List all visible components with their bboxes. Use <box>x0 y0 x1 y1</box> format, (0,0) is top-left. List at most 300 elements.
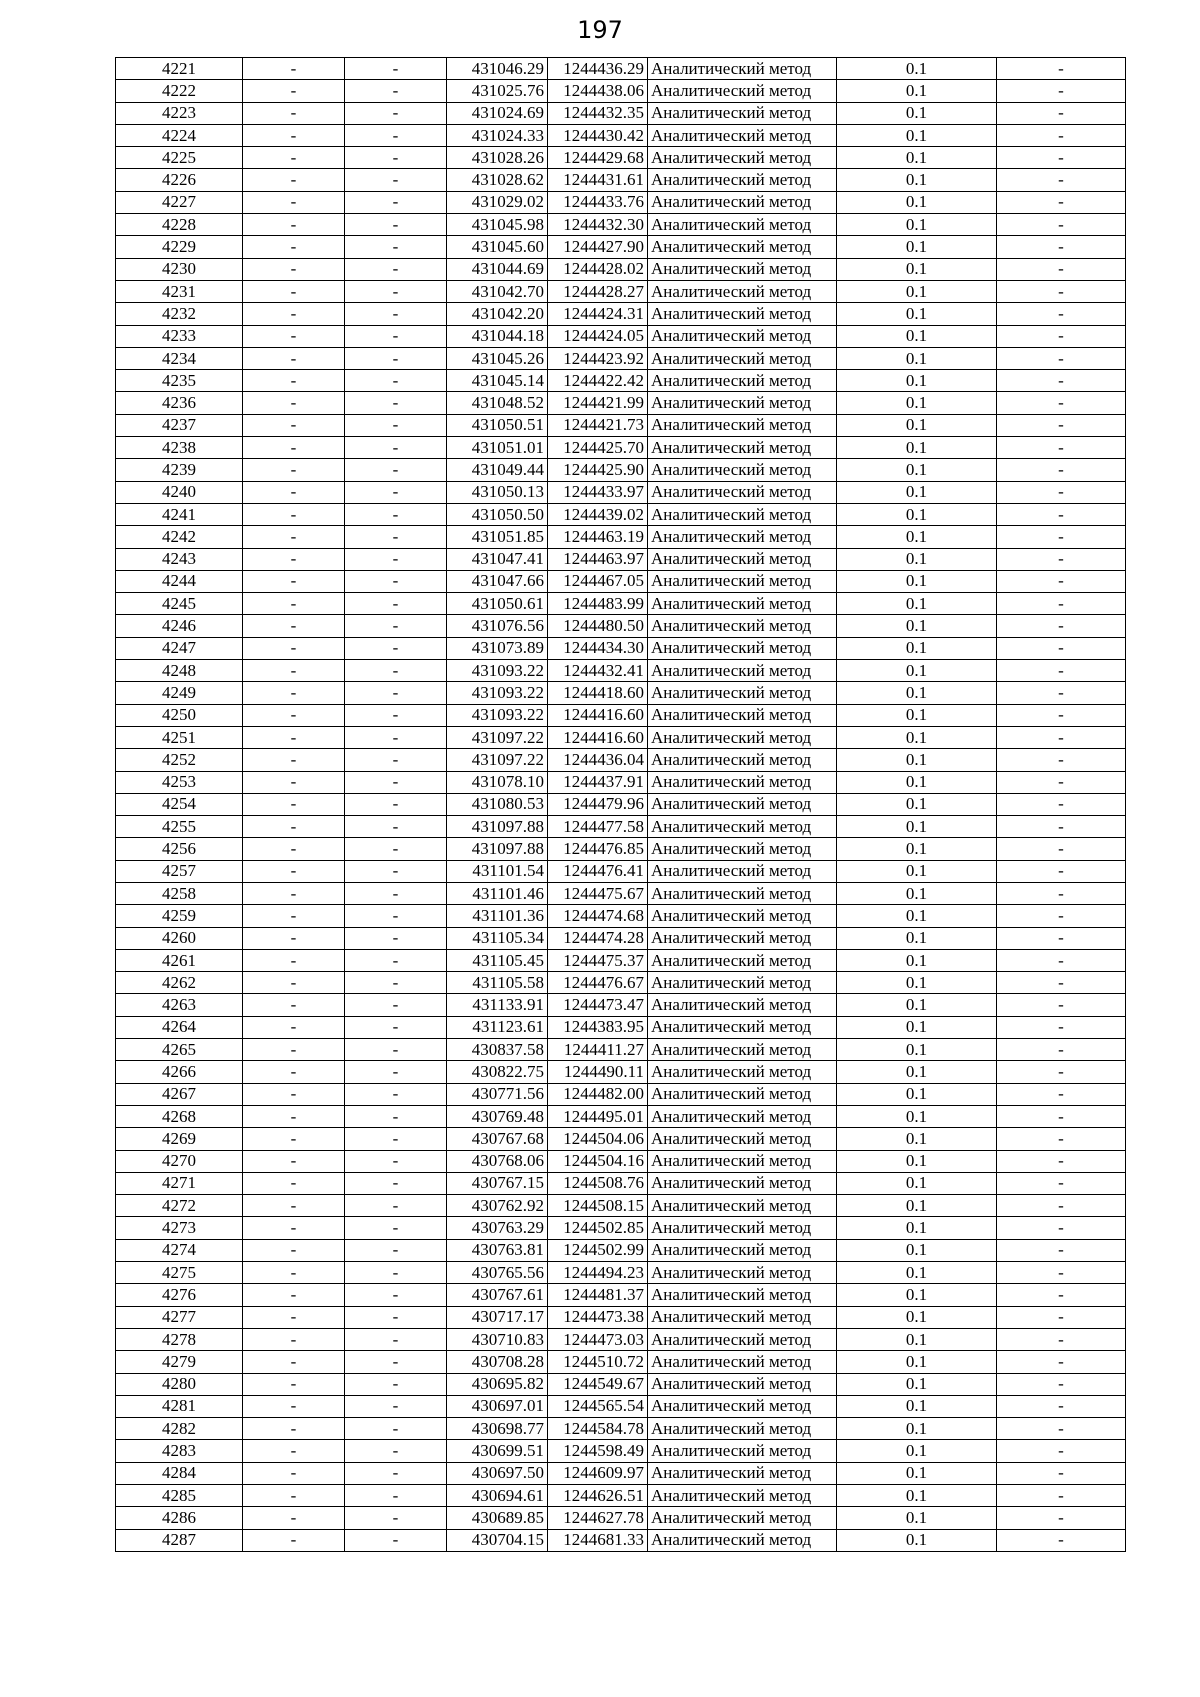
table-row <box>116 1351 1126 1373</box>
x-coordinate-cell: 430704.15 <box>447 1529 548 1551</box>
accuracy-cell: 0.1 <box>837 147 997 169</box>
x-coordinate-cell: 431048.52 <box>447 392 548 414</box>
method-cell: Аналитический метод <box>648 882 837 904</box>
method-cell: Аналитический метод <box>648 771 837 793</box>
accuracy-cell: 0.1 <box>837 481 997 503</box>
empty-cell: - <box>997 1016 1126 1038</box>
empty-cell: - <box>997 1128 1126 1150</box>
empty-cell: - <box>345 147 447 169</box>
accuracy-cell: 0.1 <box>837 994 997 1016</box>
method-cell: Аналитический метод <box>648 1128 837 1150</box>
empty-cell: - <box>345 1328 447 1350</box>
table-row <box>116 1529 1126 1551</box>
empty-cell: - <box>997 481 1126 503</box>
y-coordinate-cell: 1244481.37 <box>548 1284 648 1306</box>
point-number-cell: 4253 <box>116 771 243 793</box>
empty-cell: - <box>243 927 345 949</box>
method-cell: Аналитический метод <box>648 1284 837 1306</box>
x-coordinate-cell: 431024.69 <box>447 102 548 124</box>
y-coordinate-cell: 1244432.30 <box>548 214 648 236</box>
empty-cell: - <box>345 503 447 525</box>
method-cell: Аналитический метод <box>648 325 837 347</box>
point-number-cell: 4279 <box>116 1351 243 1373</box>
empty-cell: - <box>997 1195 1126 1217</box>
accuracy-cell: 0.1 <box>837 1105 997 1127</box>
empty-cell: - <box>345 214 447 236</box>
x-coordinate-cell: 430822.75 <box>447 1061 548 1083</box>
table-row <box>116 258 1126 280</box>
x-coordinate-cell: 431044.18 <box>447 325 548 347</box>
accuracy-cell: 0.1 <box>837 437 997 459</box>
table-row <box>116 793 1126 815</box>
table-row <box>116 124 1126 146</box>
point-number-cell: 4237 <box>116 414 243 436</box>
x-coordinate-cell: 431093.22 <box>447 682 548 704</box>
accuracy-cell: 0.1 <box>837 660 997 682</box>
method-cell: Аналитический метод <box>648 437 837 459</box>
accuracy-cell: 0.1 <box>837 793 997 815</box>
empty-cell: - <box>345 994 447 1016</box>
empty-cell: - <box>345 370 447 392</box>
empty-cell: - <box>997 1485 1126 1507</box>
empty-cell: - <box>997 347 1126 369</box>
x-coordinate-cell: 431097.22 <box>447 749 548 771</box>
y-coordinate-cell: 1244429.68 <box>548 147 648 169</box>
method-cell: Аналитический метод <box>648 1172 837 1194</box>
empty-cell: - <box>997 1529 1126 1551</box>
x-coordinate-cell: 430837.58 <box>447 1039 548 1061</box>
method-cell: Аналитический метод <box>648 1239 837 1261</box>
empty-cell: - <box>345 437 447 459</box>
accuracy-cell: 0.1 <box>837 637 997 659</box>
y-coordinate-cell: 1244424.31 <box>548 303 648 325</box>
empty-cell: - <box>243 124 345 146</box>
method-cell: Аналитический метод <box>648 838 837 860</box>
y-coordinate-cell: 1244584.78 <box>548 1418 648 1440</box>
table-row <box>116 503 1126 525</box>
table-row <box>116 660 1126 682</box>
y-coordinate-cell: 1244504.16 <box>548 1150 648 1172</box>
y-coordinate-cell: 1244510.72 <box>548 1351 648 1373</box>
accuracy-cell: 0.1 <box>837 1128 997 1150</box>
point-number-cell: 4255 <box>116 816 243 838</box>
empty-cell: - <box>243 816 345 838</box>
method-cell: Аналитический метод <box>648 949 837 971</box>
method-cell: Аналитический метод <box>648 258 837 280</box>
accuracy-cell: 0.1 <box>837 1395 997 1417</box>
accuracy-cell: 0.1 <box>837 1351 997 1373</box>
empty-cell: - <box>243 58 345 80</box>
method-cell: Аналитический метод <box>648 1418 837 1440</box>
empty-cell: - <box>997 147 1126 169</box>
accuracy-cell: 0.1 <box>837 526 997 548</box>
table-row <box>116 526 1126 548</box>
method-cell: Аналитический метод <box>648 1195 837 1217</box>
empty-cell: - <box>243 1507 345 1529</box>
y-coordinate-cell: 1244476.85 <box>548 838 648 860</box>
method-cell: Аналитический метод <box>648 1150 837 1172</box>
empty-cell: - <box>997 593 1126 615</box>
empty-cell: - <box>243 325 345 347</box>
accuracy-cell: 0.1 <box>837 1195 997 1217</box>
point-number-cell: 4249 <box>116 682 243 704</box>
point-number-cell: 4225 <box>116 147 243 169</box>
method-cell: Аналитический метод <box>648 503 837 525</box>
y-coordinate-cell: 1244421.73 <box>548 414 648 436</box>
empty-cell: - <box>997 1172 1126 1194</box>
table-row <box>116 1061 1126 1083</box>
empty-cell: - <box>243 949 345 971</box>
table-row <box>116 1150 1126 1172</box>
y-coordinate-cell: 1244508.15 <box>548 1195 648 1217</box>
empty-cell: - <box>243 994 345 1016</box>
table-row <box>116 838 1126 860</box>
y-coordinate-cell: 1244473.47 <box>548 994 648 1016</box>
empty-cell: - <box>997 1328 1126 1350</box>
x-coordinate-cell: 431042.20 <box>447 303 548 325</box>
x-coordinate-cell: 431050.50 <box>447 503 548 525</box>
empty-cell: - <box>345 1507 447 1529</box>
empty-cell: - <box>345 1083 447 1105</box>
empty-cell: - <box>997 927 1126 949</box>
method-cell: Аналитический метод <box>648 1395 837 1417</box>
point-number-cell: 4236 <box>116 392 243 414</box>
empty-cell: - <box>243 392 345 414</box>
y-coordinate-cell: 1244430.42 <box>548 124 648 146</box>
y-coordinate-cell: 1244411.27 <box>548 1039 648 1061</box>
accuracy-cell: 0.1 <box>837 1507 997 1529</box>
empty-cell: - <box>997 749 1126 771</box>
coordinates-table <box>115 57 1126 1552</box>
accuracy-cell: 0.1 <box>837 414 997 436</box>
point-number-cell: 4238 <box>116 437 243 459</box>
table-row <box>116 1328 1126 1350</box>
method-cell: Аналитический метод <box>648 1039 837 1061</box>
point-number-cell: 4230 <box>116 258 243 280</box>
empty-cell: - <box>997 949 1126 971</box>
method-cell: Аналитический метод <box>648 570 837 592</box>
point-number-cell: 4240 <box>116 481 243 503</box>
method-cell: Аналитический метод <box>648 102 837 124</box>
empty-cell: - <box>997 1039 1126 1061</box>
empty-cell: - <box>345 816 447 838</box>
point-number-cell: 4261 <box>116 949 243 971</box>
point-number-cell: 4252 <box>116 749 243 771</box>
empty-cell: - <box>997 637 1126 659</box>
point-number-cell: 4257 <box>116 860 243 882</box>
method-cell: Аналитический метод <box>648 1083 837 1105</box>
point-number-cell: 4228 <box>116 214 243 236</box>
empty-cell: - <box>997 437 1126 459</box>
table-row <box>116 1239 1126 1261</box>
empty-cell: - <box>997 1284 1126 1306</box>
empty-cell: - <box>243 80 345 102</box>
empty-cell: - <box>243 660 345 682</box>
x-coordinate-cell: 431105.45 <box>447 949 548 971</box>
method-cell: Аналитический метод <box>648 615 837 637</box>
empty-cell: - <box>997 882 1126 904</box>
table-row <box>116 1105 1126 1127</box>
empty-cell: - <box>243 882 345 904</box>
point-number-cell: 4285 <box>116 1485 243 1507</box>
empty-cell: - <box>345 303 447 325</box>
table-row <box>116 347 1126 369</box>
method-cell: Аналитический метод <box>648 1462 837 1484</box>
accuracy-cell: 0.1 <box>837 1440 997 1462</box>
method-cell: Аналитический метод <box>648 214 837 236</box>
point-number-cell: 4231 <box>116 280 243 302</box>
table-row <box>116 704 1126 726</box>
point-number-cell: 4241 <box>116 503 243 525</box>
table-row <box>116 1039 1126 1061</box>
table-row <box>116 1395 1126 1417</box>
empty-cell: - <box>345 1395 447 1417</box>
empty-cell: - <box>345 771 447 793</box>
empty-cell: - <box>997 570 1126 592</box>
empty-cell: - <box>345 838 447 860</box>
x-coordinate-cell: 431101.36 <box>447 905 548 927</box>
x-coordinate-cell: 431093.22 <box>447 704 548 726</box>
x-coordinate-cell: 430710.83 <box>447 1328 548 1350</box>
table-row <box>116 370 1126 392</box>
y-coordinate-cell: 1244476.41 <box>548 860 648 882</box>
point-number-cell: 4275 <box>116 1262 243 1284</box>
empty-cell: - <box>243 1039 345 1061</box>
accuracy-cell: 0.1 <box>837 1217 997 1239</box>
empty-cell: - <box>345 58 447 80</box>
method-cell: Аналитический метод <box>648 972 837 994</box>
accuracy-cell: 0.1 <box>837 1172 997 1194</box>
method-cell: Аналитический метод <box>648 726 837 748</box>
method-cell: Аналитический метод <box>648 147 837 169</box>
x-coordinate-cell: 431051.01 <box>447 437 548 459</box>
empty-cell: - <box>243 459 345 481</box>
x-coordinate-cell: 430767.68 <box>447 1128 548 1150</box>
empty-cell: - <box>997 838 1126 860</box>
table-row <box>116 280 1126 302</box>
point-number-cell: 4239 <box>116 459 243 481</box>
accuracy-cell: 0.1 <box>837 1418 997 1440</box>
empty-cell: - <box>243 1128 345 1150</box>
x-coordinate-cell: 431029.02 <box>447 191 548 213</box>
x-coordinate-cell: 431024.33 <box>447 124 548 146</box>
point-number-cell: 4262 <box>116 972 243 994</box>
y-coordinate-cell: 1244432.41 <box>548 660 648 682</box>
empty-cell: - <box>345 1105 447 1127</box>
table-row <box>116 816 1126 838</box>
table-row <box>116 1083 1126 1105</box>
empty-cell: - <box>243 1440 345 1462</box>
x-coordinate-cell: 430697.01 <box>447 1395 548 1417</box>
empty-cell: - <box>243 972 345 994</box>
y-coordinate-cell: 1244425.70 <box>548 437 648 459</box>
y-coordinate-cell: 1244565.54 <box>548 1395 648 1417</box>
table-row <box>116 1373 1126 1395</box>
empty-cell: - <box>345 972 447 994</box>
y-coordinate-cell: 1244474.68 <box>548 905 648 927</box>
y-coordinate-cell: 1244479.96 <box>548 793 648 815</box>
empty-cell: - <box>243 793 345 815</box>
x-coordinate-cell: 430698.77 <box>447 1418 548 1440</box>
y-coordinate-cell: 1244416.60 <box>548 726 648 748</box>
method-cell: Аналитический метод <box>648 593 837 615</box>
empty-cell: - <box>243 682 345 704</box>
x-coordinate-cell: 431028.26 <box>447 147 548 169</box>
empty-cell: - <box>243 905 345 927</box>
y-coordinate-cell: 1244609.97 <box>548 1462 648 1484</box>
table-row <box>116 972 1126 994</box>
empty-cell: - <box>997 1462 1126 1484</box>
point-number-cell: 4286 <box>116 1507 243 1529</box>
method-cell: Аналитический метод <box>648 1016 837 1038</box>
empty-cell: - <box>243 749 345 771</box>
point-number-cell: 4222 <box>116 80 243 102</box>
y-coordinate-cell: 1244467.05 <box>548 570 648 592</box>
y-coordinate-cell: 1244480.50 <box>548 615 648 637</box>
y-coordinate-cell: 1244463.19 <box>548 526 648 548</box>
empty-cell: - <box>243 1239 345 1261</box>
method-cell: Аналитический метод <box>648 1105 837 1127</box>
empty-cell: - <box>345 615 447 637</box>
empty-cell: - <box>997 994 1126 1016</box>
accuracy-cell: 0.1 <box>837 570 997 592</box>
method-cell: Аналитический метод <box>648 80 837 102</box>
method-cell: Аналитический метод <box>648 347 837 369</box>
empty-cell: - <box>345 1195 447 1217</box>
empty-cell: - <box>345 124 447 146</box>
empty-cell: - <box>243 1150 345 1172</box>
empty-cell: - <box>243 147 345 169</box>
empty-cell: - <box>243 1306 345 1328</box>
empty-cell: - <box>997 860 1126 882</box>
empty-cell: - <box>997 972 1126 994</box>
accuracy-cell: 0.1 <box>837 1462 997 1484</box>
empty-cell: - <box>345 459 447 481</box>
accuracy-cell: 0.1 <box>837 58 997 80</box>
method-cell: Аналитический метод <box>648 481 837 503</box>
table-row <box>116 303 1126 325</box>
accuracy-cell: 0.1 <box>837 1061 997 1083</box>
empty-cell: - <box>243 1418 345 1440</box>
accuracy-cell: 0.1 <box>837 191 997 213</box>
accuracy-cell: 0.1 <box>837 682 997 704</box>
x-coordinate-cell: 430689.85 <box>447 1507 548 1529</box>
empty-cell: - <box>345 1306 447 1328</box>
table-row <box>116 102 1126 124</box>
method-cell: Аналитический метод <box>648 816 837 838</box>
empty-cell: - <box>997 1061 1126 1083</box>
empty-cell: - <box>243 303 345 325</box>
empty-cell: - <box>345 1128 447 1150</box>
y-coordinate-cell: 1244477.58 <box>548 816 648 838</box>
empty-cell: - <box>345 169 447 191</box>
x-coordinate-cell: 430762.92 <box>447 1195 548 1217</box>
accuracy-cell: 0.1 <box>837 1306 997 1328</box>
empty-cell: - <box>243 1105 345 1127</box>
empty-cell: - <box>243 771 345 793</box>
empty-cell: - <box>345 347 447 369</box>
point-number-cell: 4260 <box>116 927 243 949</box>
empty-cell: - <box>997 1150 1126 1172</box>
method-cell: Аналитический метод <box>648 303 837 325</box>
table-row <box>116 637 1126 659</box>
x-coordinate-cell: 431025.76 <box>447 80 548 102</box>
table-row <box>116 1195 1126 1217</box>
y-coordinate-cell: 1244433.76 <box>548 191 648 213</box>
method-cell: Аналитический метод <box>648 1351 837 1373</box>
table-row <box>116 615 1126 637</box>
y-coordinate-cell: 1244439.02 <box>548 503 648 525</box>
empty-cell: - <box>997 325 1126 347</box>
table-row <box>116 58 1126 80</box>
accuracy-cell: 0.1 <box>837 548 997 570</box>
table-row <box>116 949 1126 971</box>
empty-cell: - <box>997 660 1126 682</box>
method-cell: Аналитический метод <box>648 1328 837 1350</box>
method-cell: Аналитический метод <box>648 236 837 258</box>
point-number-cell: 4272 <box>116 1195 243 1217</box>
x-coordinate-cell: 430763.29 <box>447 1217 548 1239</box>
y-coordinate-cell: 1244490.11 <box>548 1061 648 1083</box>
empty-cell: - <box>997 548 1126 570</box>
empty-cell: - <box>345 1217 447 1239</box>
empty-cell: - <box>997 816 1126 838</box>
x-coordinate-cell: 431101.46 <box>447 882 548 904</box>
table-row <box>116 905 1126 927</box>
empty-cell: - <box>345 526 447 548</box>
empty-cell: - <box>997 280 1126 302</box>
point-number-cell: 4276 <box>116 1284 243 1306</box>
table-row <box>116 570 1126 592</box>
empty-cell: - <box>345 1061 447 1083</box>
empty-cell: - <box>243 1262 345 1284</box>
y-coordinate-cell: 1244431.61 <box>548 169 648 191</box>
point-number-cell: 4250 <box>116 704 243 726</box>
point-number-cell: 4223 <box>116 102 243 124</box>
accuracy-cell: 0.1 <box>837 1485 997 1507</box>
empty-cell: - <box>243 860 345 882</box>
empty-cell: - <box>243 102 345 124</box>
point-number-cell: 4281 <box>116 1395 243 1417</box>
empty-cell: - <box>997 793 1126 815</box>
method-cell: Аналитический метод <box>648 1217 837 1239</box>
point-number-cell: 4232 <box>116 303 243 325</box>
point-number-cell: 4284 <box>116 1462 243 1484</box>
empty-cell: - <box>345 236 447 258</box>
table-row <box>116 682 1126 704</box>
y-coordinate-cell: 1244502.99 <box>548 1239 648 1261</box>
accuracy-cell: 0.1 <box>837 236 997 258</box>
y-coordinate-cell: 1244422.42 <box>548 370 648 392</box>
table-row <box>116 882 1126 904</box>
empty-cell: - <box>243 1016 345 1038</box>
empty-cell: - <box>243 1217 345 1239</box>
empty-cell: - <box>243 1462 345 1484</box>
empty-cell: - <box>997 392 1126 414</box>
y-coordinate-cell: 1244438.06 <box>548 80 648 102</box>
table-row <box>116 1172 1126 1194</box>
y-coordinate-cell: 1244436.04 <box>548 749 648 771</box>
empty-cell: - <box>345 927 447 949</box>
point-number-cell: 4247 <box>116 637 243 659</box>
x-coordinate-cell: 431050.13 <box>447 481 548 503</box>
accuracy-cell: 0.1 <box>837 1016 997 1038</box>
accuracy-cell: 0.1 <box>837 1529 997 1551</box>
y-coordinate-cell: 1244549.67 <box>548 1373 648 1395</box>
empty-cell: - <box>997 1083 1126 1105</box>
table-row <box>116 1485 1126 1507</box>
table-row <box>116 860 1126 882</box>
